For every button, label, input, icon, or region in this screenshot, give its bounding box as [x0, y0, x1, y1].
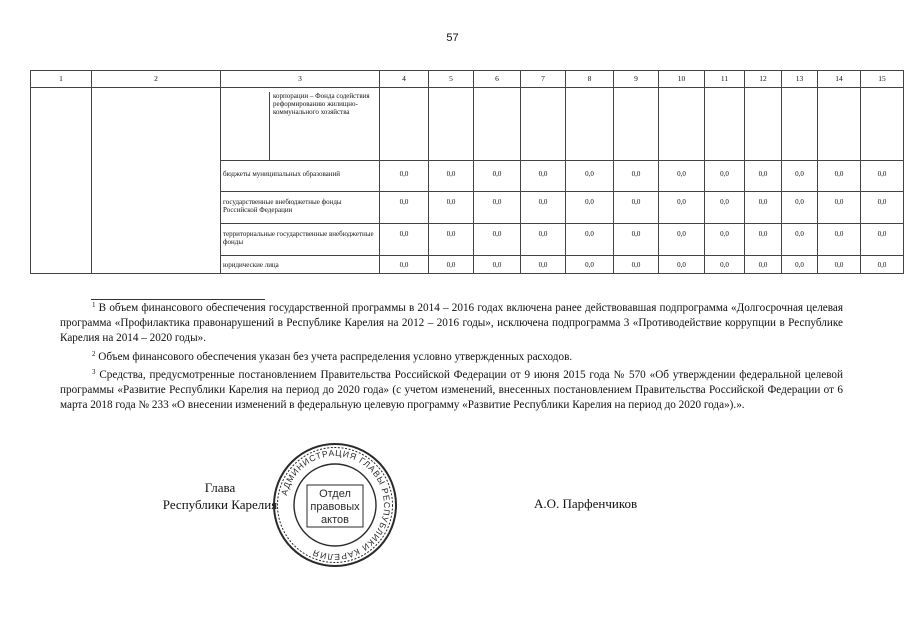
signatory-title [150, 479, 290, 513]
table-value: 0,0 [566, 256, 614, 274]
column-number: 2 [92, 71, 221, 88]
table-value: 0,0 [380, 161, 429, 192]
footnote [60, 347, 843, 365]
footnote-mark: 3 [92, 367, 96, 376]
table-value: 0,0 [861, 224, 904, 256]
table-value: 0,0 [429, 224, 474, 256]
table-value: 0,0 [566, 224, 614, 256]
signatory-title-line: Республики Карелия [162, 497, 278, 512]
table-value: 0,0 [782, 256, 818, 274]
column-number: 3 [221, 71, 380, 88]
table-value: 0,0 [659, 161, 705, 192]
table-value: 0,0 [745, 256, 782, 274]
table-value: 0,0 [818, 192, 861, 224]
table-value: 0,0 [566, 161, 614, 192]
table-value: 0,0 [861, 256, 904, 274]
funding-table [30, 70, 904, 274]
table-value: 0,0 [474, 256, 521, 274]
table-value: 0,0 [429, 256, 474, 274]
page-number: 57 [446, 32, 459, 44]
table-value: 0,0 [521, 161, 566, 192]
column-number: 15 [861, 71, 904, 88]
table-value: 0,0 [659, 192, 705, 224]
column-number-row [31, 71, 904, 88]
table-value: 0,0 [782, 224, 818, 256]
table-value: 0,0 [705, 224, 745, 256]
table-value: 0,0 [818, 161, 861, 192]
footnote [60, 298, 843, 347]
table-value: 0,0 [521, 256, 566, 274]
column-number: 6 [474, 71, 521, 88]
table-cell-empty [31, 88, 92, 274]
stamp-ring-text: АДМИНИСТРАЦИЯ ГЛАВЫ РЕСПУБЛИКИ КАРЕЛИЯ [279, 447, 393, 563]
table-value: 0,0 [614, 224, 659, 256]
column-number: 1 [31, 71, 92, 88]
table-value: 0,0 [474, 192, 521, 224]
table-value: 0,0 [745, 161, 782, 192]
signatory-title-line: Глава [204, 480, 236, 495]
continued-row-text: корпорации – Фонда содействия реформированию жилищно-коммунального хозяйства [273, 92, 370, 116]
table-value: 0,0 [705, 192, 745, 224]
table-value: 0,0 [782, 192, 818, 224]
column-number: 9 [614, 71, 659, 88]
table-value: 0,0 [521, 192, 566, 224]
funding-source: юридические лица [221, 256, 380, 274]
column-number: 11 [705, 71, 745, 88]
signatory-name: А.О. Парфенчиков [534, 496, 638, 511]
table-value: 0,0 [429, 161, 474, 192]
funding-source: бюджеты муниципальных образований [221, 161, 380, 192]
funding-source: государственные внебюджетные фонды Российской Федерации [221, 192, 380, 224]
table-value: 0,0 [429, 192, 474, 224]
table-value: 0,0 [614, 161, 659, 192]
table-value: 0,0 [380, 192, 429, 224]
column-number: 5 [429, 71, 474, 88]
table-value: 0,0 [705, 256, 745, 274]
footnote-text: Объем финансового обеспечения указан без учета распределения условно утвержденных расходов. [95, 350, 573, 363]
column-number: 7 [521, 71, 566, 88]
table-value: 0,0 [705, 161, 745, 192]
table-value: 0,0 [614, 192, 659, 224]
table-value: 0,0 [521, 224, 566, 256]
table-value: 0,0 [818, 224, 861, 256]
stamp-center-line: актов [321, 514, 349, 526]
table-value: 0,0 [474, 161, 521, 192]
column-number: 13 [782, 71, 818, 88]
table-value: 0,0 [861, 192, 904, 224]
table-value: 0,0 [659, 224, 705, 256]
table-row [31, 88, 904, 161]
table-value: 0,0 [818, 256, 861, 274]
footnotes [60, 298, 843, 413]
footnote-mark: 1 [92, 301, 96, 309]
table-value: 0,0 [861, 161, 904, 192]
table-value: 0,0 [659, 256, 705, 274]
footnote-text: Средства, предусмотренные постановлением Правительства Российской Федерации от 9 июня 2015 года № 570 «Об утверждении федеральной целевой программы «Развитие Республики Карелия на период до 2020 года» (с учетом изменений, внесенных постановлением Правительства Российской Федерации от 6 марта 2018 года № 233 «О внесении изменений в федеральную целевую программу «Развитие Республики Карелия на период до 2020 года»).». [60, 368, 843, 412]
table-value: 0,0 [566, 192, 614, 224]
table-value: 0,0 [782, 161, 818, 192]
column-number: 4 [380, 71, 429, 88]
official-stamp [271, 441, 399, 569]
table-value: 0,0 [474, 224, 521, 256]
footnote-mark: 2 [92, 349, 96, 358]
column-number: 8 [566, 71, 614, 88]
table-cell-nested [221, 88, 380, 161]
table-value: 0,0 [380, 224, 429, 256]
table-value: 0,0 [745, 224, 782, 256]
column-number: 14 [818, 71, 861, 88]
column-number: 10 [659, 71, 705, 88]
table-value: 0,0 [614, 256, 659, 274]
footnote-text: В объем финансового обеспечения государственной программы в 2014 – 2016 годах включена ранее действовавшая подпрограмма «Долгосрочная целевая программа «Профилактика правонарушений в Республике Карелия на 2012 – 2016 годы», исключена подпрограмма 3 «Противодействие коррупции в Республике Карелия на 2014 – 2020 годы». [60, 302, 843, 345]
table-value: 0,0 [745, 192, 782, 224]
footnote [60, 365, 843, 414]
stamp-center-line: Отдел [319, 488, 351, 500]
stamp-center-line: правовых [310, 501, 360, 513]
table-value: 0,0 [380, 256, 429, 274]
funding-source: территориальные государственные внебюджетные фонды [221, 224, 380, 256]
table-cell-empty [92, 88, 221, 274]
column-number: 12 [745, 71, 782, 88]
